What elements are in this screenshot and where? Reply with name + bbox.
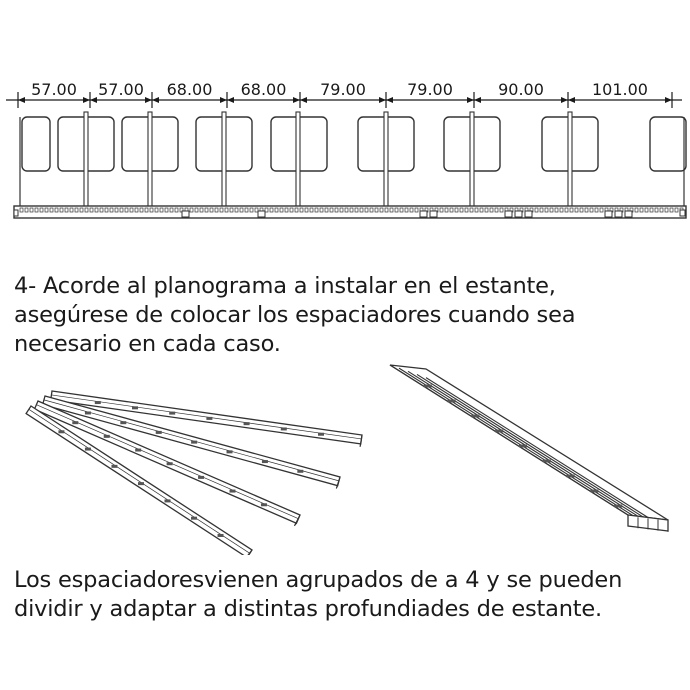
spacers-illustration — [0, 355, 690, 555]
dimension-label: 57.00 — [31, 80, 77, 99]
note-line-2: dividir y adaptar a distintas profundiades de estante. — [14, 596, 602, 622]
spacer-block — [615, 211, 622, 217]
spacer-slot — [297, 470, 303, 473]
product-box — [650, 117, 686, 171]
grouped-spacers-figure — [390, 365, 668, 532]
spacer-slot — [261, 503, 267, 506]
spacer-slot — [191, 517, 197, 520]
dimension-arrow — [152, 97, 159, 103]
dimension-arrow — [386, 97, 393, 103]
spacer-block — [605, 211, 612, 217]
spacer-block — [625, 211, 632, 217]
spacers-note — [14, 566, 622, 624]
spacer-slot — [318, 433, 324, 436]
shelf-planogram-diagram — [0, 0, 690, 240]
spacer-slot — [111, 465, 117, 468]
spacer-slot — [132, 406, 138, 409]
spacer-slot — [85, 411, 91, 414]
spacer-slot — [138, 482, 144, 485]
dimension-arrow — [227, 97, 234, 103]
dimension-arrow — [300, 97, 307, 103]
dimension-arrow — [18, 97, 25, 103]
spacer-block — [505, 211, 512, 217]
note-line-1: Los espaciadoresvienen agrupados de a 4 y se pueden — [14, 567, 623, 593]
step-4-instruction — [14, 272, 575, 359]
shelf-rail — [14, 206, 686, 218]
grouped-slot — [543, 460, 551, 463]
spacer-slot — [169, 412, 175, 415]
divider-post — [222, 112, 226, 212]
spacer-slot — [198, 476, 204, 479]
dimension-label: 68.00 — [240, 80, 287, 99]
dimension-arrow — [83, 97, 90, 103]
grouped-slot — [448, 400, 456, 403]
spacer-slot — [227, 450, 233, 453]
divider-post — [296, 112, 300, 212]
spacer-block — [515, 211, 522, 217]
grouped-slot — [424, 385, 432, 388]
spacer-slot — [191, 441, 197, 444]
divider-post — [568, 112, 572, 212]
dimension-arrow — [467, 97, 474, 103]
dimension-arrow — [145, 97, 152, 103]
rail-end-cap — [680, 210, 685, 216]
grouped-slot — [614, 505, 622, 508]
divider-post — [470, 112, 474, 212]
spacer-block — [430, 211, 437, 217]
grouped-slot — [519, 445, 527, 448]
spacer-slot — [218, 534, 224, 537]
spacer-slot — [85, 448, 91, 451]
dimension-arrow — [568, 97, 575, 103]
spacer-block — [258, 211, 265, 217]
spacer-slot — [281, 427, 287, 430]
dimension-label: 90.00 — [498, 80, 544, 99]
spacer-slot — [262, 460, 268, 463]
product-box — [22, 117, 50, 171]
spacer-slot — [135, 449, 141, 452]
divider-post — [84, 112, 88, 212]
spacer-block — [525, 211, 532, 217]
dimension-label: 79.00 — [407, 80, 453, 99]
dimension-arrow — [561, 97, 568, 103]
grouped-slot — [495, 430, 503, 433]
instruction-line-2: asegúrese de colocar los espaciadores cuando sea — [14, 302, 576, 328]
dimension-annotations — [6, 80, 682, 108]
spacer-slot — [104, 435, 110, 438]
spacer-slot — [120, 421, 126, 424]
spacer-slot — [72, 421, 78, 424]
spacer-block — [420, 211, 427, 217]
instruction-line-1: 4- Acorde al planograma a instalar en el estante, — [14, 273, 556, 299]
dimension-arrow — [665, 97, 672, 103]
grouped-edge — [399, 368, 637, 518]
dimension-arrow — [220, 97, 227, 103]
spacer-slot — [167, 462, 173, 465]
dimension-label: 68.00 — [166, 80, 213, 99]
spacer-slot — [165, 499, 171, 502]
spacer-slot — [156, 431, 162, 434]
divider-post — [384, 112, 388, 212]
dimension-arrow — [379, 97, 386, 103]
instruction-line-3: necesario en cada caso. — [14, 331, 281, 357]
dimension-label: 57.00 — [98, 80, 144, 99]
dimension-arrow — [90, 97, 97, 103]
spacer-slot — [206, 417, 212, 420]
dimension-arrow — [474, 97, 481, 103]
spacer-slot — [58, 430, 64, 433]
spacer-slot — [95, 401, 101, 404]
spacer-slot — [244, 422, 250, 425]
spacer-slot — [230, 490, 236, 493]
dimension-label: 79.00 — [320, 80, 366, 99]
grouped-slot — [590, 490, 598, 493]
rail-end-cap — [14, 210, 18, 216]
separated-spacers-figure — [26, 391, 362, 555]
dimension-label: 101.00 — [592, 80, 648, 99]
spacer-block — [182, 211, 189, 217]
grouped-slot — [567, 475, 575, 478]
grouped-edge — [426, 378, 664, 528]
grouped-edge — [417, 374, 655, 524]
divider-post — [148, 112, 152, 212]
grouped-slot — [471, 415, 479, 418]
dimension-arrow — [293, 97, 300, 103]
product-row — [20, 112, 686, 212]
